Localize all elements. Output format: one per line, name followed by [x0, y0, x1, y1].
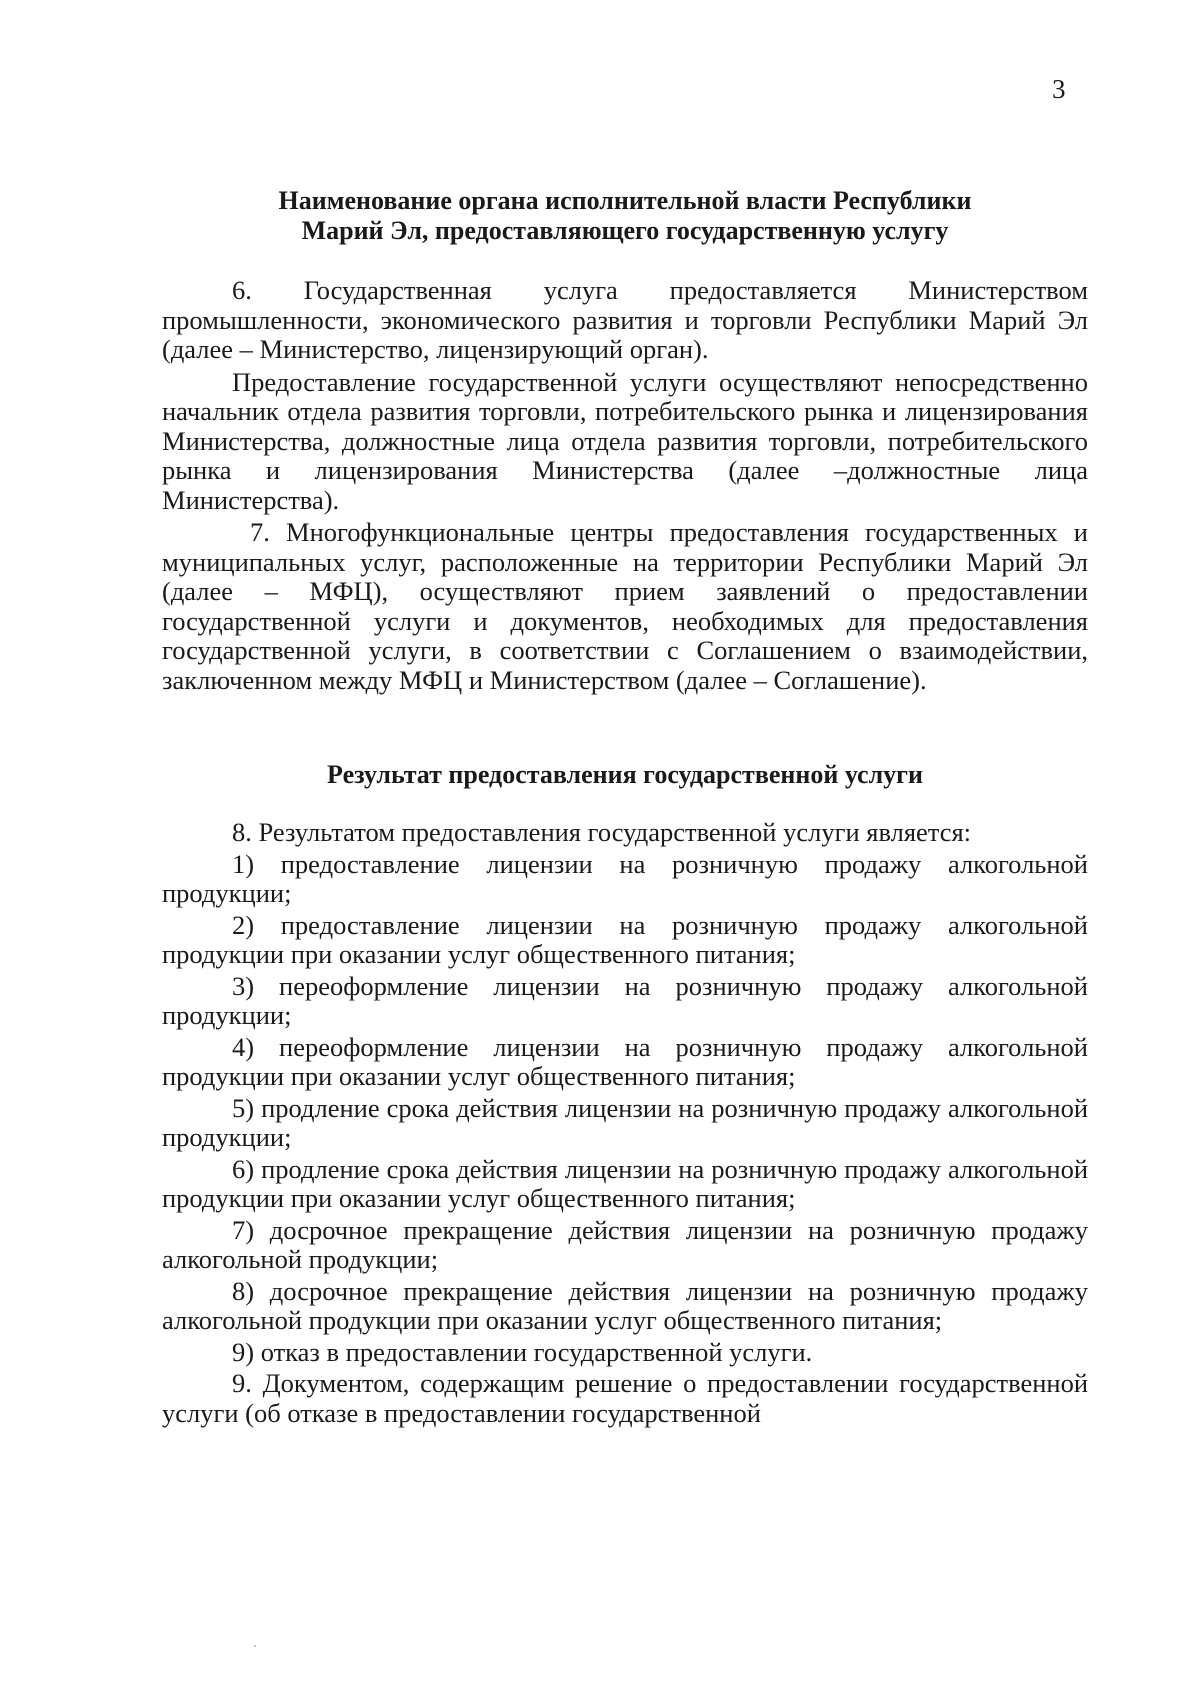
- paragraph-9: 9. Документом, содержащим решение о предоставлении государственной услуги (об отказе в предоставлении государственной: [162, 1368, 1088, 1428]
- section-heading-authority: [160, 186, 1090, 246]
- heading-line: Марий Эл, предоставляющего государственную услугу: [301, 216, 949, 245]
- section-body-authority: [162, 276, 1088, 695]
- page-number: 3: [1052, 74, 1066, 104]
- section-body-result: [162, 818, 1088, 1428]
- list-item: 5) продление срока действия лицензии на розничную продажу алкогольной продукции;: [162, 1092, 1088, 1152]
- paragraph-8: 8. Результатом предоставления государственной услуги является:: [232, 817, 972, 847]
- list-item: 3) переоформление лицензии на розничную продажу алкогольной продукции;: [162, 970, 1088, 1030]
- paragraph-6-continued: Предоставление государственной услуги осуществляют непосредственно начальник отдела развития торговли, потребительского рынка и лицензирования Министерства, должностные лица отдела развития торговли, потребительского рынка и лицензирования Министерства (далее –должностные лица Министерства).: [162, 366, 1088, 515]
- list-item: 7) досрочное прекращение действия лицензии на розничную продажу алкогольной продукции;: [162, 1214, 1088, 1274]
- list-item: 1) предоставление лицензии на розничную продажу алкогольной продукции;: [162, 848, 1088, 908]
- heading-line: Наименование органа исполнительной власти Республики: [278, 186, 972, 215]
- scan-speck: [254, 1645, 256, 1647]
- paragraph-6: 6. Государственная услуга предоставляется Министерством промышленности, экономического развития и торговли Республики Марий Эл (далее – Министерство, лицензирующий орган).: [162, 275, 1088, 364]
- paragraph-7: 7. Многофункциональные центры предоставления государственных и муниципальных услуг, расположенные на территории Республики Марий Эл (далее – МФЦ), осуществляют прием заявлений о предоставлении государственной услуги и документов, необходимых для предоставления государственной услуги, в соответствии с Соглашением о взаимодействии, заключенном между МФЦ и Министерством (далее – Соглашение).: [162, 517, 1088, 695]
- list-item: 4) переоформление лицензии на розничную продажу алкогольной продукции при оказании услуг общественного питания;: [162, 1031, 1088, 1091]
- heading-line: Результат предоставления государственной услуги: [327, 760, 923, 789]
- list-item: 8) досрочное прекращение действия лицензии на розничную продажу алкогольной продукции при оказании услуг общественного питания;: [162, 1275, 1088, 1335]
- list-item: 9) отказ в предоставлении государственной услуги.: [232, 1336, 813, 1367]
- list-item: 6) продление срока действия лицензии на розничную продажу алкогольной продукции при оказании услуг общественного питания;: [162, 1153, 1088, 1213]
- list-item: 2) предоставление лицензии на розничную продажу алкогольной продукции при оказании услуг общественного питания;: [162, 909, 1088, 969]
- section-heading-result: [160, 760, 1090, 790]
